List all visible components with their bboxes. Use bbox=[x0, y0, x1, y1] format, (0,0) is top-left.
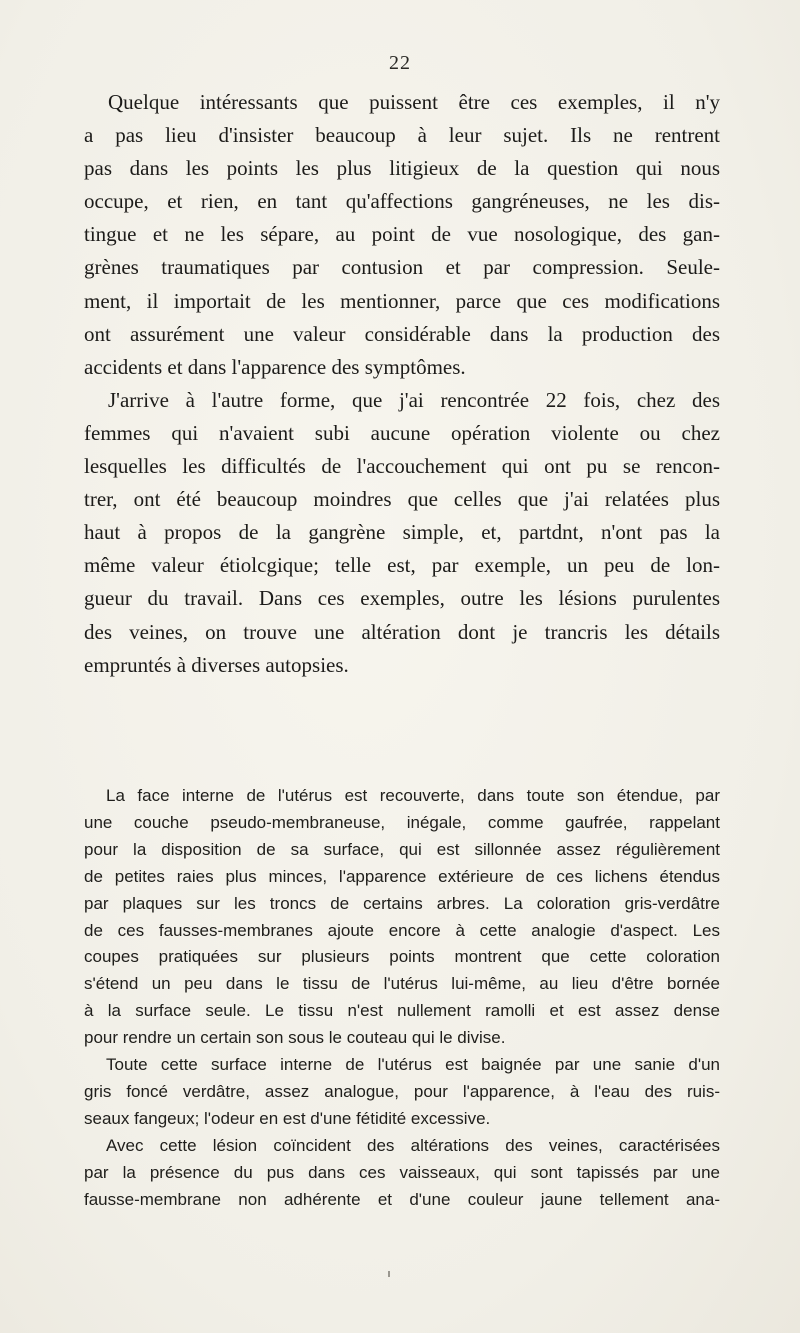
text-line: tingue et ne les sépare, au point de vue nosologique, des gan- bbox=[84, 222, 720, 247]
text-line: grènes traumatiques par contusion et par compression. Seule- bbox=[84, 255, 720, 280]
text-line: par la présence du pus dans ces vaisseaux, qui sont tapissés par une bbox=[84, 1162, 720, 1182]
text-line: Toute cette surface interne de l'utérus est baignée par une sanie d'un bbox=[106, 1055, 720, 1075]
page-number: 22 bbox=[389, 52, 411, 74]
text-line: La face interne de l'utérus est recouverte, dans toute son étendue, par bbox=[106, 786, 720, 805]
text-line: occupe, et rien, en tant qu'affections gangréneuses, ne les dis- bbox=[84, 189, 720, 214]
excerpt-paragraph-2 bbox=[84, 1052, 720, 1133]
text-line: des veines, on trouve une altération dont je trancris les détails bbox=[84, 619, 720, 644]
text-line: empruntés à diverses autopsies. bbox=[84, 652, 349, 677]
text-line: par plaques sur les troncs de certains arbres. La coloration gris-verdâtre bbox=[84, 893, 720, 913]
text-line: trer, ont été beaucoup moindres que celles que j'ai relatées plus bbox=[84, 487, 720, 512]
excerpt-paragraph-1 bbox=[84, 783, 720, 1052]
text-line: s'étend un peu dans le tissu de l'utérus lui-même, au lieu d'être bornée bbox=[84, 974, 720, 994]
text-line: pour la disposition de sa surface, qui est sillonnée assez régulièrement bbox=[84, 839, 720, 859]
text-line: pas dans les points les plus litigieux de la question qui nous bbox=[84, 156, 720, 181]
text-line: gueur du travail. Dans ces exemples, outre les lésions purulentes bbox=[84, 586, 720, 611]
text-line: gris foncé verdâtre, assez analogue, pour l'apparence, à l'eau des ruis- bbox=[84, 1081, 720, 1101]
text-line: seaux fangeux; l'odeur en est d'une fétidité excessive. bbox=[84, 1108, 491, 1128]
text-line: coupes pratiquées sur plusieurs points montrent que cette coloration bbox=[84, 947, 720, 967]
text-line: J'arrive à l'autre forme, que j'ai rencontrée 22 fois, chez des bbox=[108, 387, 720, 412]
autopsy-excerpt bbox=[84, 783, 720, 1214]
text-line: fausse-membrane non adhérente et d'une couleur jaune tellement ana- bbox=[84, 1189, 720, 1209]
text-line: même valeur étiolcgique; telle est, par exemple, un peu de lon- bbox=[84, 553, 720, 578]
text-line: Quelque intéressants que puissent être ces exemples, il n'y bbox=[108, 90, 720, 114]
main-text bbox=[84, 86, 720, 682]
main-paragraph-1 bbox=[84, 86, 720, 384]
text-line: de ces fausses-membranes ajoute encore à cette analogie d'aspect. Les bbox=[84, 920, 720, 940]
text-line: une couche pseudo-membraneuse, inégale, comme gaufrée, rappelant bbox=[84, 812, 720, 832]
text-line: à la surface seule. Le tissu n'est nullement ramolli et est assez dense bbox=[84, 1001, 720, 1021]
paper-speck bbox=[388, 1271, 390, 1277]
text-line: a pas lieu d'insister beaucoup à leur sujet. Ils ne rentrent bbox=[84, 123, 720, 148]
excerpt-paragraph-3 bbox=[84, 1133, 720, 1214]
text-line: accidents et dans l'apparence des symptômes. bbox=[84, 354, 466, 379]
text-line: ont assurément une valeur considérable dans la production des bbox=[84, 321, 720, 346]
text-line: femmes qui n'avaient subi aucune opération violente ou chez bbox=[84, 420, 720, 445]
text-line: ment, il importait de les mentionner, parce que ces modifications bbox=[84, 288, 720, 313]
text-line: haut à propos de la gangrène simple, et, partdnt, n'ont pas la bbox=[84, 520, 720, 545]
main-paragraph-2 bbox=[84, 384, 720, 682]
text-line: de petites raies plus minces, l'apparence extérieure de ces lichens étendus bbox=[84, 866, 720, 886]
text-line: pour rendre un certain son sous le couteau qui le divise. bbox=[84, 1028, 506, 1048]
text-line: Avec cette lésion coïncident des altérations des veines, caractérisées bbox=[106, 1135, 720, 1155]
text-line: lesquelles les difficultés de l'accouchement qui ont pu se rencon- bbox=[84, 454, 720, 479]
